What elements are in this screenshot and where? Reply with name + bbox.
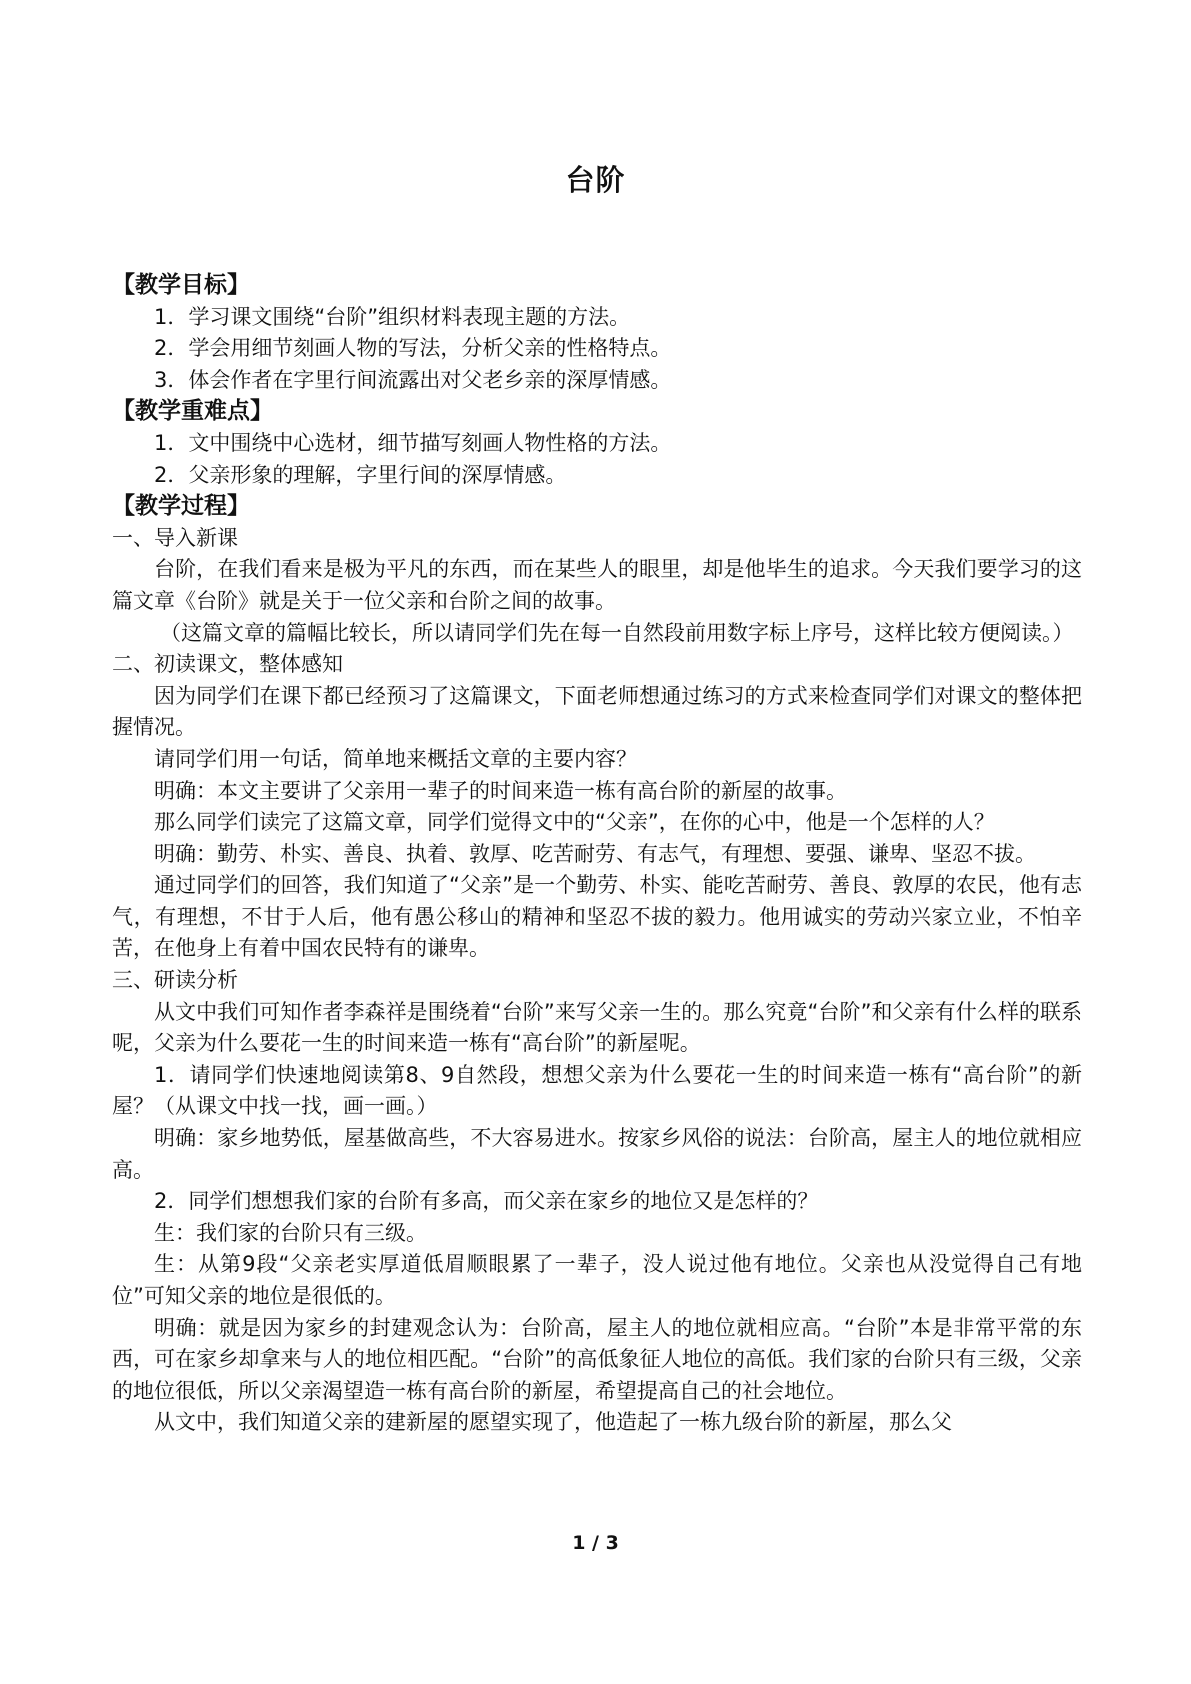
paragraph: （这篇文章的篇幅比较长，所以请同学们先在每一自然段前用数字标上序号，这样比较方便阅读。） xyxy=(160,620,1074,645)
process-heading: 【教学过程】 xyxy=(112,493,250,520)
document-body xyxy=(112,270,1082,1439)
objective-item: 3．体会作者在字里行间流露出对父老乡亲的深厚情感。 xyxy=(154,367,672,392)
part-heading-first-reading: 二、初读课文，整体感知 xyxy=(112,652,343,677)
paragraph: 2．同学们想想我们家的台阶有多高，而父亲在家乡的地位又是怎样的？ xyxy=(154,1189,819,1214)
paragraph: 请同学们用一句话，简单地来概括文章的主要内容？ xyxy=(154,746,637,771)
keypoint-item: 2．父亲形象的理解，字里行间的深厚情感。 xyxy=(154,462,567,487)
paragraph: 明确：家乡地势低，屋基做高些，不大容易进水。按家乡风俗的说法：台阶高，屋主人的地位就相应高。 xyxy=(112,1126,1082,1182)
paragraph: 通过同学们的回答，我们知道了“父亲”是一个勤劳、朴实、能吃苦耐劳、善良、敦厚的农民，他有志气，有理想，不甘于人后，他有愚公移山的精神和坚忍不拔的毅力。他用诚实的劳动兴家立业，不怕辛苦，在他身上有着中国农民特有的谦卑。 xyxy=(112,873,1082,961)
paragraph: 明确：勤劳、朴实、善良、执着、敦厚、吃苦耐劳、有志气，有理想、要强、谦卑、坚忍不拔。 xyxy=(154,841,1036,866)
part-heading-intro: 一、导入新课 xyxy=(112,525,238,550)
paragraph: 从文中，我们知道父亲的建新屋的愿望实现了，他造起了一栋九级台阶的新屋，那么父 xyxy=(154,1410,952,1435)
paragraph: 台阶，在我们看来是极为平凡的东西，而在某些人的眼里，却是他毕生的追求。今天我们要学习的这篇文章《台阶》就是关于一位父亲和台阶之间的故事。 xyxy=(112,557,1082,613)
part-heading-analysis: 三、研读分析 xyxy=(112,968,238,993)
page-number: 1 / 3 xyxy=(572,1532,619,1554)
paragraph: 生：从第9段“父亲老实厚道低眉顺眼累了一辈子，没人说过他有地位。父亲也从没觉得自己有地位”可知父亲的地位是很低的。 xyxy=(112,1252,1082,1308)
paragraph: 因为同学们在课下都已经预习了这篇课文，下面老师想通过练习的方式来检查同学们对课文的整体把握情况。 xyxy=(112,683,1082,740)
paragraph: 明确：就是因为家乡的封建观念认为：台阶高，屋主人的地位就相应高。“台阶”本是非常平常的东西，可在家乡却拿来与人的地位相匹配。“台阶”的高低象征人地位的高低。我们家的台阶只有三级，父亲的地位很低，所以父亲渴望造一栋有高台阶的新屋，希望提高自己的社会地位。 xyxy=(112,1315,1082,1403)
objective-item: 2．学会用细节刻画人物的写法，分析父亲的性格特点。 xyxy=(154,336,672,361)
paragraph: 那么同学们读完了这篇文章，同学们觉得文中的“父亲”，在你的心中，他是一个怎样的人？ xyxy=(154,810,995,835)
keypoints-heading: 【教学重难点】 xyxy=(112,398,273,425)
objectives-heading: 【教学目标】 xyxy=(112,272,250,298)
objective-item: 1．学习课文围绕“台阶”组织材料表现主题的方法。 xyxy=(154,304,631,329)
keypoint-item: 1．文中围绕中心选材，细节描写刻画人物性格的方法。 xyxy=(154,430,672,455)
paragraph: 明确：本文主要讲了父亲用一辈子的时间来造一栋有高台阶的新屋的故事。 xyxy=(154,778,847,803)
paragraph: 从文中我们可知作者李森祥是围绕着“台阶”来写父亲一生的。那么究竟“台阶”和父亲有什么样的联系呢，父亲为什么要花一生的时间来造一栋有“高台阶”的新屋呢。 xyxy=(112,999,1082,1056)
paragraph: 1．请同学们快速地阅读第8、9自然段，想想父亲为什么要花一生的时间来造一栋有“高台阶”的新屋？（从课文中找一找，画一画。） xyxy=(112,1062,1082,1119)
paragraph: 生：我们家的台阶只有三级。 xyxy=(154,1220,427,1245)
document-title: 台阶 xyxy=(565,163,626,197)
